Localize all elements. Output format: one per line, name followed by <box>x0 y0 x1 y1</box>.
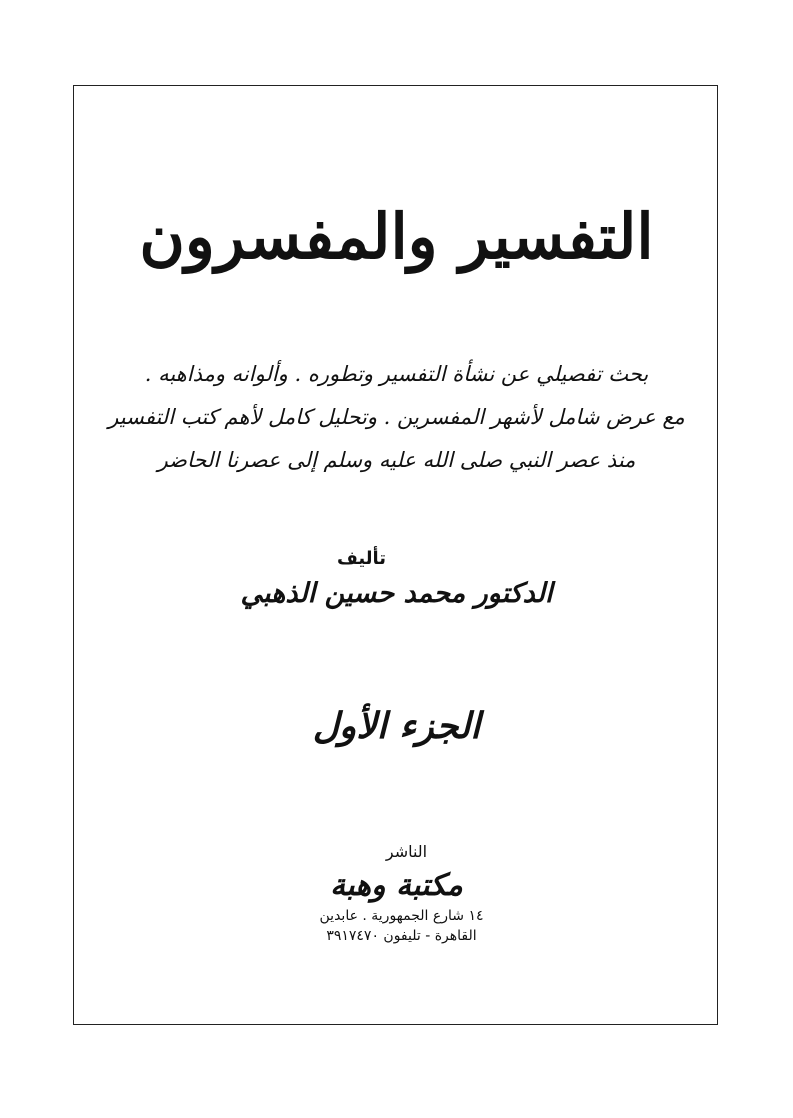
author-name: الدكتور محمد حسين الذهبي <box>240 578 553 609</box>
publisher-address-line-1: ١٤ شارع الجمهورية . عابدين <box>319 908 484 924</box>
subtitle-line-2: مع عرض شامل لأشهر المفسرين . وتحليل كامل لأهم كتب التفسير <box>108 405 685 429</box>
author-label: تأليف <box>336 548 387 569</box>
publisher-address-line-2: القاهرة - تليفون ٣٩١٧٤٧٠ <box>326 928 477 944</box>
book-title: التفسير والمفسرون <box>139 200 654 273</box>
publisher-name: مكتبة وهبة <box>330 868 463 903</box>
publisher-label: الناشر <box>385 842 428 861</box>
subtitle-line-1: بحث تفصيلي عن نشأة التفسير وتطوره . وألوانه ومذاهبه . <box>144 362 649 386</box>
subtitle-line-3: منذ عصر النبي صلى الله عليه وسلم إلى عصرنا الحاضر <box>157 448 636 472</box>
volume-label: الجزء الأول <box>312 705 481 747</box>
